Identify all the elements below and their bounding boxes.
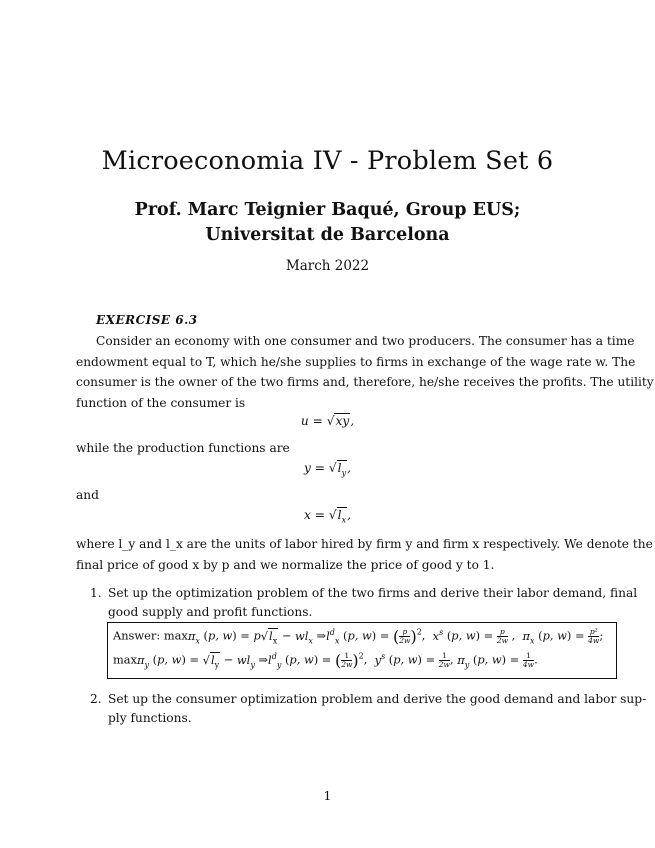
where-line: where l_y and l_x are the units of labor hired by firm y and firm x respectively. We denote the — [76, 537, 653, 551]
answer-line-1: Answer: maxπ$_x$ (p, $w) = p√l_x - wl_x$ $\Rightarrow l^d_x$ (p, w) = ( $\frac{p}{2w}$ )$^2$, $x^s$ (p, w) = $\frac{p}{2w}$ , $\pi_x$ (p, w) = $\frac{\text{p²}}{4w}$ ; — [113, 627, 604, 646]
intro-line: Consider an economy with one consumer and two producers. The consumer has a time — [96, 334, 635, 348]
and-text: and — [76, 488, 99, 502]
author-line: Prof. Marc Teignier Baqué, Group EUS; — [134, 200, 521, 220]
production-equation-y: $y = √l_y$, — [304, 461, 351, 478]
page-title: Microeconomia IV - Problem Set 6 — [101, 146, 554, 176]
where-paragraph — [76, 534, 653, 575]
question-number: 2. — [90, 692, 102, 706]
date: March 2022 — [285, 258, 370, 274]
page-number: 1 — [323, 788, 332, 803]
where-line: final price of good x by p and we normalize the price of good y to 1. — [76, 557, 495, 572]
intro-line: endowment equal to T, which he/she supplies to firms in exchange of the wage rate w. The — [76, 354, 636, 369]
production-intro: while the production functions are — [76, 441, 290, 455]
intro-line: function of the consumer is — [76, 395, 246, 410]
question-number: 1. — [90, 586, 102, 600]
question-1: Set up the optimization problem of the two firms and derive their labor demand, final good supply and profit functions. — [108, 586, 638, 619]
exercise-heading: EXERCISE 6.3 — [96, 313, 198, 327]
production-equation-x: $x = √l_x$, — [304, 508, 351, 525]
sqrt-symbol: √xy — [326, 414, 350, 428]
intro-line: consumer is the owner of the two firms and, therefore, he/she receives the profits. The utility — [76, 375, 654, 389]
utility-equation: u = √xy, — [300, 414, 355, 428]
affiliation-line: Universitat de Barcelona — [205, 225, 450, 245]
question-2: Set up the consumer optimization problem and derive the good demand and labor sup- ply functions. — [108, 692, 647, 725]
intro-paragraph — [76, 331, 654, 413]
answer-line-2: maxπ$_y$ (p, $w) = √l_y - wl_y$ $\Rightarrow l^d_y$ (p, w) = ( $\frac{1}{2w}$ )$^2$, $y^s$ (p, w) = $\frac{1}{2w}$ , $\pi_y$ (p, w) = $\frac{1}{4w}$ . — [113, 651, 538, 670]
